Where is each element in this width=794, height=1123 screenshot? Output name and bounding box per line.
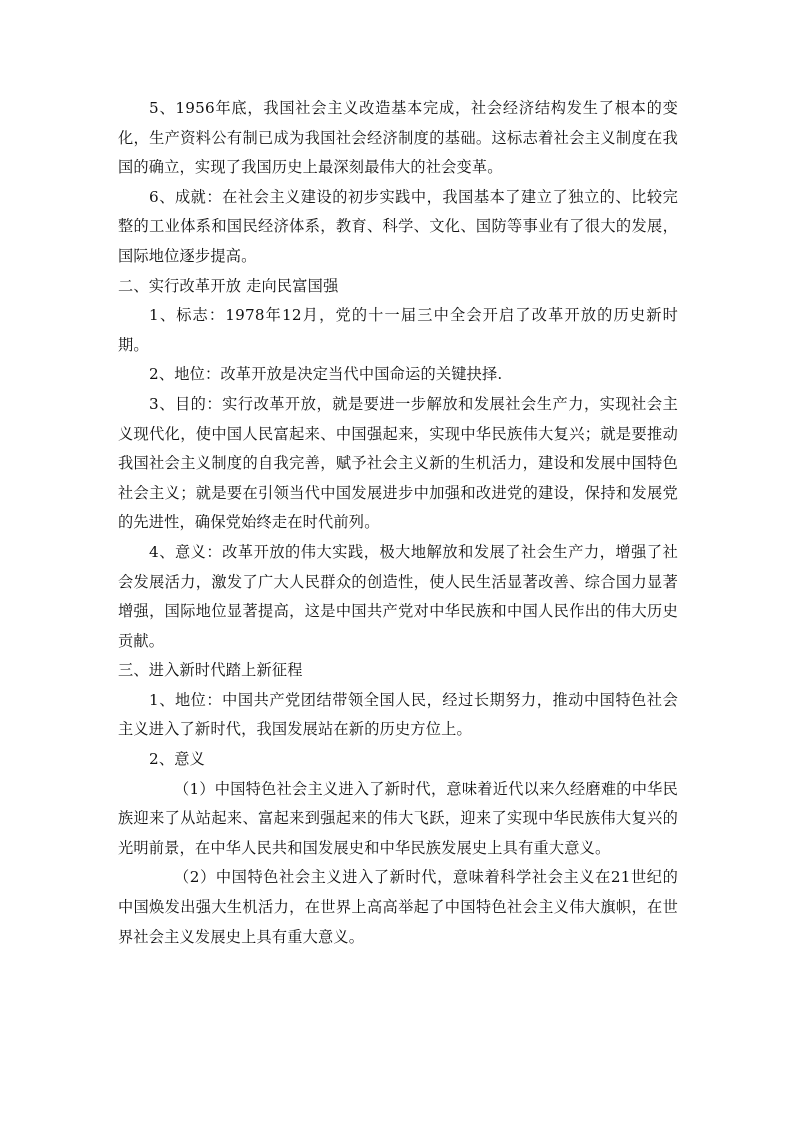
paragraph-significance-point-2: （2）中国特色社会主义进入了新时代，意味着科学社会主义在21世纪的中国焕发出强大生机活力，在世界上高高举起了中国特色社会主义伟大旗帜，在世界社会主义发展史上具有重大意义。 [118,868,678,946]
paragraph-reform-sign: 1、标志：1978年12月，党的十一届三中全会开启了改革开放的历史新时期。 [118,306,678,354]
paragraph-reform-significance: 4、意义：改革开放的伟大实践，极大地解放和发展了社会生产力，增强了社会发展活力，激发了广大人民群众的创造性，使人民生活显著改善、综合国力显著增强，国际地位显著提高，这是中国共产党对中华民族和中国人民作出的伟大历史贡献。 [118,542,678,650]
paragraph-socialist-transformation: 5、1956年底，我国社会主义改造基本完成，社会经济结构发生了根本的变化，生产资料公有制已成为我国社会经济制度的基础。这标志着社会主义制度在我国的确立，实现了我国历史上最深刻最伟大的社会变革。 [118,99,678,177]
paragraph-new-era-status: 1、地位：中国共产党团结带领全国人民，经过长期努力，推动中国特色社会主义进入了新时代，我国发展站在新的历史方位上。 [118,690,678,739]
paragraph-reform-status: 2、地位：改革开放是决定当代中国命运的关键抉择. [149,365,503,384]
section-heading-reform-opening: 二、实行改革开放 走向民富国强 [118,276,339,295]
paragraph-achievements: 6、成就：在社会主义建设的初步实践中，我国基本了建立了独立的、比较完整的工业体系和国民经济体系，教育、科学、文化、国防等事业有了很大的发展，国际地位逐步提高。 [118,187,678,265]
paragraph-reform-purpose: 3、目的：实行改革开放，就是要进一步解放和发展社会生产力，实现社会主义现代化，使中国人民富起来、中国强起来，实现中华民族伟大复兴；就是要推动我国社会主义制度的自我完善，赋予社会主义新的生机活力，建设和发展中国特色社会主义；就是要在引领当代中国发展进步中加强和改进党的建设，保持和发展党的先进性，确保党始终走在时代前列。 [118,394,678,532]
document-body [118,94,678,952]
paragraph-new-era-significance-title: 2、意义 [149,750,206,769]
paragraph-significance-point-1: （1）中国特色社会主义进入了新时代，意味着近代以来久经磨难的中华民族迎来了从站起来、富起来到强起来的伟大飞跃，迎来了实现中华民族伟大复兴的光明前景，在中华人民共和国发展史和中华民族发展史上具有重大意义。 [118,779,678,857]
section-heading-new-era: 三、进入新时代踏上新征程 [118,661,303,680]
